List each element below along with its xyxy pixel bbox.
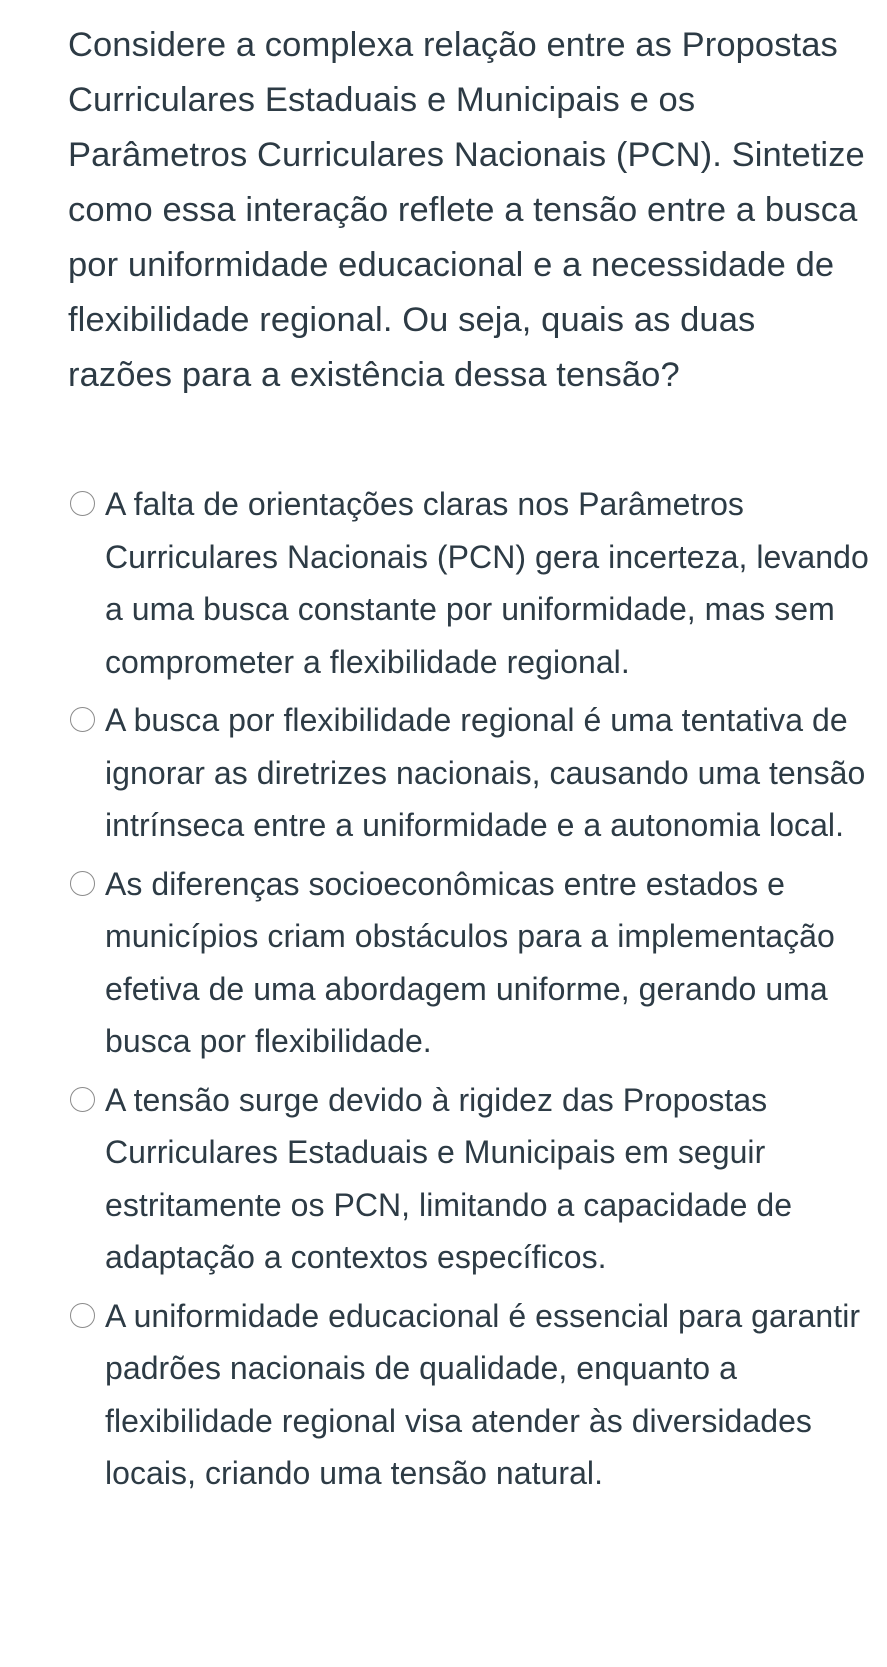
- answer-options: [70, 478, 882, 1506]
- radio-button-option-5[interactable]: [70, 1303, 95, 1328]
- radio-button-option-2[interactable]: [70, 707, 95, 732]
- answer-option-3[interactable]: [70, 858, 882, 1068]
- radio-button-option-1[interactable]: [70, 491, 95, 516]
- radio-button-option-3[interactable]: [70, 871, 95, 896]
- radio-button-option-4[interactable]: [70, 1087, 95, 1112]
- answer-option-label: A uniformidade educacional é essencial para garantir padrões nacionais de qualidade, enquanto a flexibilidade regional visa atender às diversidades locais, criando uma tensão natural.: [105, 1297, 861, 1491]
- answer-option-label: A falta de orientações claras nos Parâmetros Curriculares Nacionais (PCN) gera incerteza, levando a uma busca constante por uniformidade, mas sem comprometer a flexibilidade regional.: [105, 486, 869, 680]
- answer-option-2[interactable]: [70, 694, 882, 852]
- answer-option-label: As diferenças socioeconômicas entre estados e municípios criam obstáculos para a implementação efetiva de uma abordagem uniforme, gerando uma busca por flexibilidade.: [105, 865, 835, 1059]
- answer-option-label: A tensão surge devido à rigidez das Propostas Curriculares Estaduais e Municipais em seguir estritamente os PCN, limitando a capacidade de adaptação a contextos específicos.: [105, 1081, 793, 1275]
- answer-option-5[interactable]: [70, 1290, 882, 1500]
- answer-option-4[interactable]: [70, 1074, 882, 1284]
- answer-option-1[interactable]: [70, 478, 882, 688]
- question-text: Considere a complexa relação entre as Propostas Curriculares Estaduais e Municipais e os Parâmetros Curriculares Nacionais (PCN). Sintetize como essa interação reflete a tensão entre a busca por uniformidade educacional e a necessidade de flexibilidade regional. Ou seja, quais as duas razões para a existência dessa tensão?: [68, 26, 865, 394]
- answer-option-label: A busca por flexibilidade regional é uma tentativa de ignorar as diretrizes nacionais, causando uma tensão intrínseca entre a uniformidade e a autonomia local.: [105, 702, 866, 843]
